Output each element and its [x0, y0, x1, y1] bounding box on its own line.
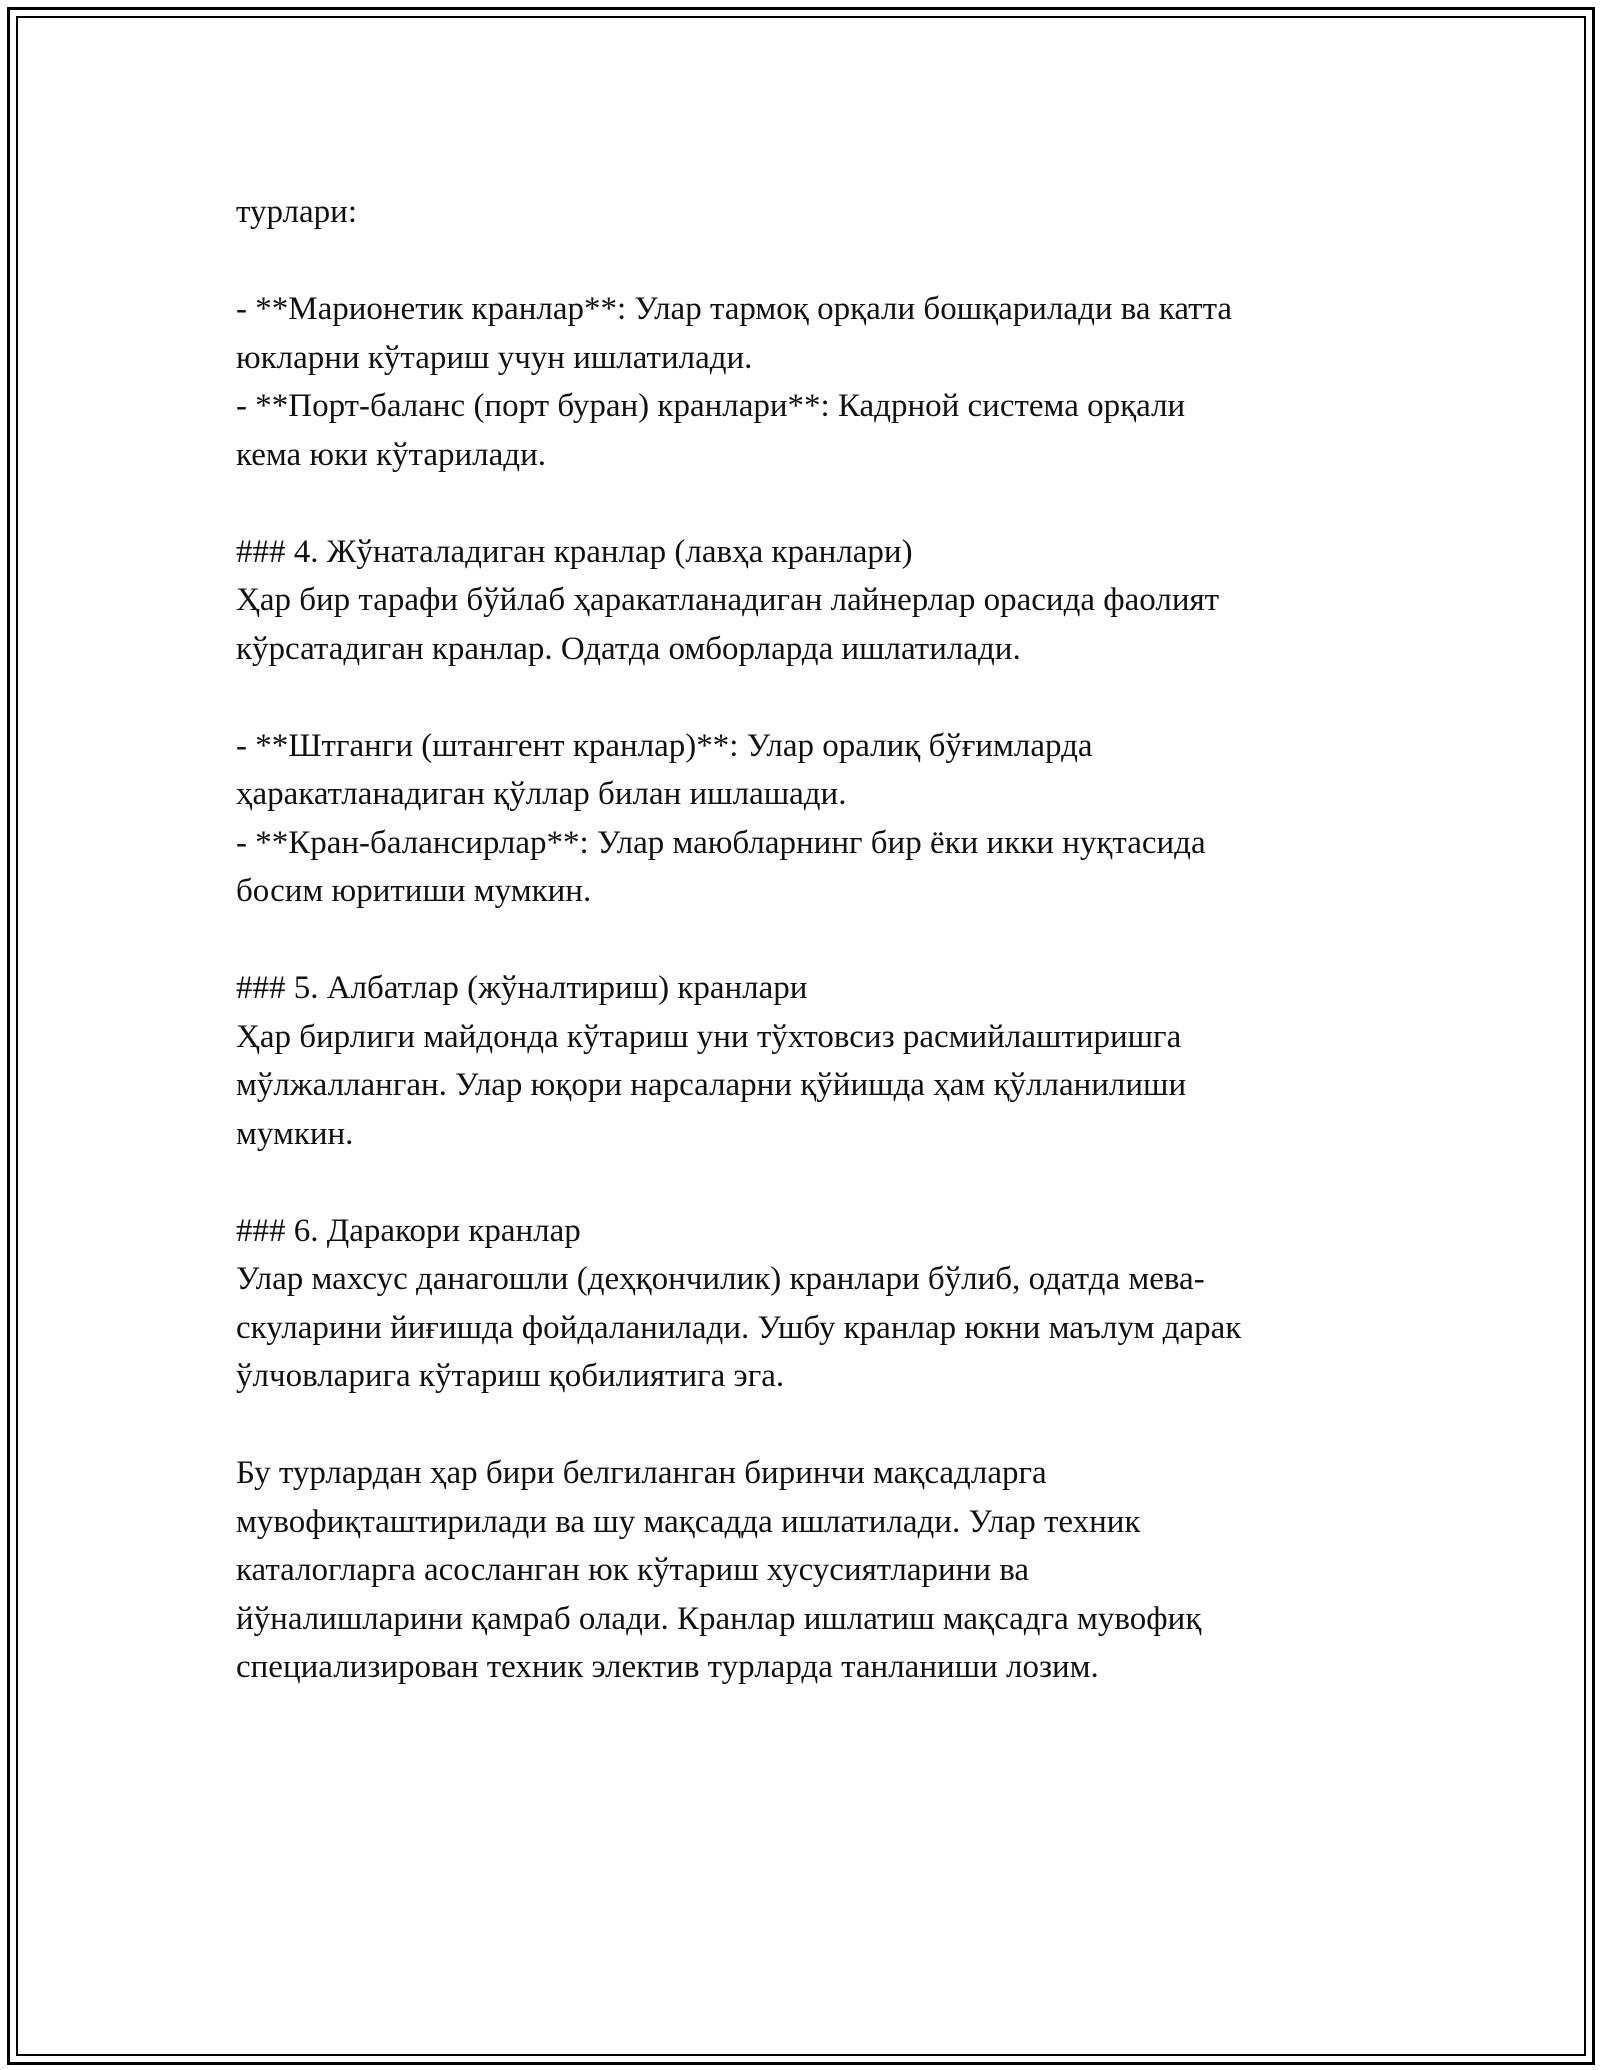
text-line: юкларни кўтариш учун ишлатилади.: [236, 339, 753, 376]
section-heading: ### 6. Даракори кранлар: [236, 1212, 581, 1249]
document-body: [236, 188, 1376, 1692]
list-item-line: - **Марионетик кранлар**: Улар тармоқ орқали бошқарилади ва катта: [236, 291, 1233, 327]
text-line: специализирован техник электив турларда танланиши лозим.: [236, 1649, 1099, 1685]
text-line: ҳаракатланадиган қўллар билан ишлашади.: [236, 776, 847, 812]
text-line: мўлжалланган. Улар юқори нарсаларни қўйишда ҳам қўлланилиши: [236, 1067, 1187, 1103]
text-line: каталогларга асосланган юк кўтариш хусусиятларини ва: [236, 1552, 1030, 1588]
text-line: йўналишларини қамраб олади. Кранлар ишлатиш мақсадга мувофиқ: [236, 1600, 1202, 1637]
text-line: босим юритиши мумкин.: [236, 873, 592, 909]
list-item-line: - **Кран-балансирлар**: Улар маюбларнинг бир ёки икки нуқтасида: [236, 824, 1206, 861]
text-line: кема юки кўтарилади.: [236, 436, 546, 473]
text-line: скуларини йиғишда фойдаланилади. Ушбу кранлар юкни маълум дарак: [236, 1309, 1242, 1346]
text-line: Ҳар бирлиги майдонда кўтариш уни тўхтовсиз расмийлаштиришга: [236, 1018, 1182, 1055]
text-line: Улар махсус данагошли (деҳқончилик) кранлари бўлиб, одатда мева-: [236, 1261, 1205, 1297]
text-line: Бу турлардан ҳар бири белгиланган биринчи мақсадларга: [236, 1455, 1047, 1491]
list-item-line: - **Штганги (штангент кранлар)**: Улар оралиқ бўғимларда: [236, 727, 1093, 764]
blank-line: [236, 1401, 1376, 1450]
list-item-line: - **Порт-баланс (порт буран) кранлари**: Кадрной система орқали: [236, 388, 1186, 424]
blank-line: [236, 479, 1376, 528]
text-line: мумкин.: [236, 1115, 354, 1152]
blank-line: [236, 673, 1376, 722]
text-line: ўлчовларига кўтариш қобилиятига эга.: [236, 1358, 785, 1394]
blank-line: [236, 916, 1376, 965]
text-line: Ҳар бир тарафи бўйлаб ҳаракатланадиган лайнерлар орасида фаолият: [236, 582, 1220, 618]
section-heading: ### 5. Албатлар (жўналтириш) кранлари: [236, 970, 808, 1006]
section-heading: ### 4. Жўнаталадиган кранлар (лавҳа кранлари): [236, 533, 913, 570]
blank-line: [236, 237, 1376, 286]
text-line: турлари:: [236, 194, 357, 230]
text-line: мувофиқташтирилади ва шу мақсадда ишлатилади. Улар техник: [236, 1503, 1141, 1540]
text-line: кўрсатадиган кранлар. Одатда омборларда ишлатилади.: [236, 630, 1021, 667]
blank-line: [236, 1158, 1376, 1207]
